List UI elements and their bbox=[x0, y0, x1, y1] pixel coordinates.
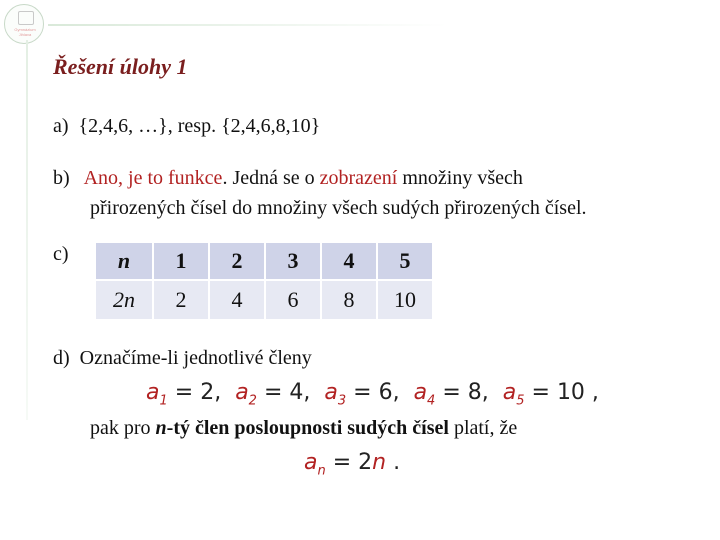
term-var: a bbox=[304, 450, 318, 475]
building-icon bbox=[18, 11, 34, 25]
term-sep: , bbox=[303, 380, 311, 405]
item-b-answer: Ano, je to funkce bbox=[83, 167, 223, 189]
term-sep: , bbox=[214, 380, 222, 405]
item-d-label: d) bbox=[53, 347, 70, 369]
school-logo bbox=[4, 4, 44, 44]
term-sub: n bbox=[317, 463, 326, 479]
table-cell: 2 bbox=[152, 281, 208, 319]
term-val: 6 bbox=[378, 380, 393, 405]
line3-bold: -tý člen posloupnosti sudých čísel bbox=[166, 417, 449, 439]
line3-post: platí, že bbox=[448, 417, 518, 439]
term-val: 2 bbox=[200, 380, 215, 405]
item-b-line2: přirozených čísel do množiny všech sudých přirozených čísel. bbox=[90, 197, 587, 219]
table-cell: 3 bbox=[264, 243, 320, 281]
table-cell: 2 bbox=[208, 243, 264, 281]
table-cell: 8 bbox=[320, 281, 376, 319]
table-header-row bbox=[96, 243, 432, 281]
term-sep: , bbox=[481, 380, 489, 405]
sequence-table bbox=[96, 243, 432, 319]
term-val: 8 bbox=[467, 380, 482, 405]
formula-eq: = bbox=[325, 450, 359, 475]
term-sub: 1 bbox=[159, 393, 168, 409]
item-d-line3 bbox=[90, 416, 517, 440]
rhs-var: n bbox=[372, 450, 387, 475]
term-val: 10 bbox=[556, 380, 585, 405]
table-cell: 1 bbox=[152, 243, 208, 281]
table-cell: 10 bbox=[376, 281, 432, 319]
rhs-num: 2 bbox=[358, 450, 373, 475]
table-cell: 2n bbox=[96, 281, 152, 319]
item-b-label: b) bbox=[53, 167, 70, 189]
top-decor-line bbox=[48, 24, 448, 26]
table-row bbox=[96, 281, 432, 319]
term-sep: , bbox=[392, 380, 400, 405]
formula-end: . bbox=[386, 450, 401, 475]
item-b-text1: . Jedná se o bbox=[222, 167, 320, 189]
line3-n: n bbox=[155, 417, 167, 439]
term-2: $a_2 = 4$, bbox=[235, 380, 311, 409]
slide-title: Řešení úlohy 1 bbox=[53, 54, 188, 79]
term-4: $a_4 = 8$, bbox=[413, 380, 489, 409]
table-cell: n bbox=[96, 243, 152, 281]
item-b-term: zobrazení bbox=[319, 167, 398, 189]
general-term-formula bbox=[304, 450, 400, 478]
sequence-terms-formula bbox=[146, 380, 599, 408]
term-5: $a_5 = 10$ bbox=[502, 380, 585, 409]
logo-text: Gymnázium Jihlava bbox=[14, 27, 36, 37]
term-sub: 2 bbox=[248, 393, 257, 409]
item-d-text: Označíme-li jednotlivé členy bbox=[79, 347, 312, 369]
term-var: a bbox=[324, 380, 338, 405]
item-b-line1 bbox=[53, 166, 523, 190]
table-cell: 5 bbox=[376, 243, 432, 281]
term-var: a bbox=[502, 380, 517, 405]
term-var: a bbox=[413, 380, 428, 405]
item-a-label: a) bbox=[53, 115, 69, 137]
formula-end: , bbox=[584, 380, 599, 405]
term-sub: 3 bbox=[337, 393, 347, 409]
table-cell: 4 bbox=[320, 243, 376, 281]
term-sub: 5 bbox=[516, 393, 525, 409]
line3-pre: pak pro bbox=[90, 417, 156, 439]
table-cell: 6 bbox=[264, 281, 320, 319]
term-var: a bbox=[235, 380, 249, 405]
table-cell: 4 bbox=[208, 281, 264, 319]
term-3: $a_3 = 6$, bbox=[324, 380, 400, 409]
left-decor-line bbox=[26, 40, 28, 420]
item-a-text: {2,4,6, …}, resp. {2,4,6,8,10} bbox=[78, 115, 321, 137]
item-d-line1 bbox=[53, 346, 312, 370]
term-var: a bbox=[146, 380, 160, 405]
term-1: $a_1 = 2$, bbox=[146, 380, 222, 409]
term-sub: 4 bbox=[427, 393, 436, 409]
item-b-text2: množiny všech bbox=[397, 167, 523, 189]
term-val: 4 bbox=[289, 380, 304, 405]
item-c-label: c) bbox=[53, 243, 69, 265]
item-a bbox=[53, 114, 320, 138]
